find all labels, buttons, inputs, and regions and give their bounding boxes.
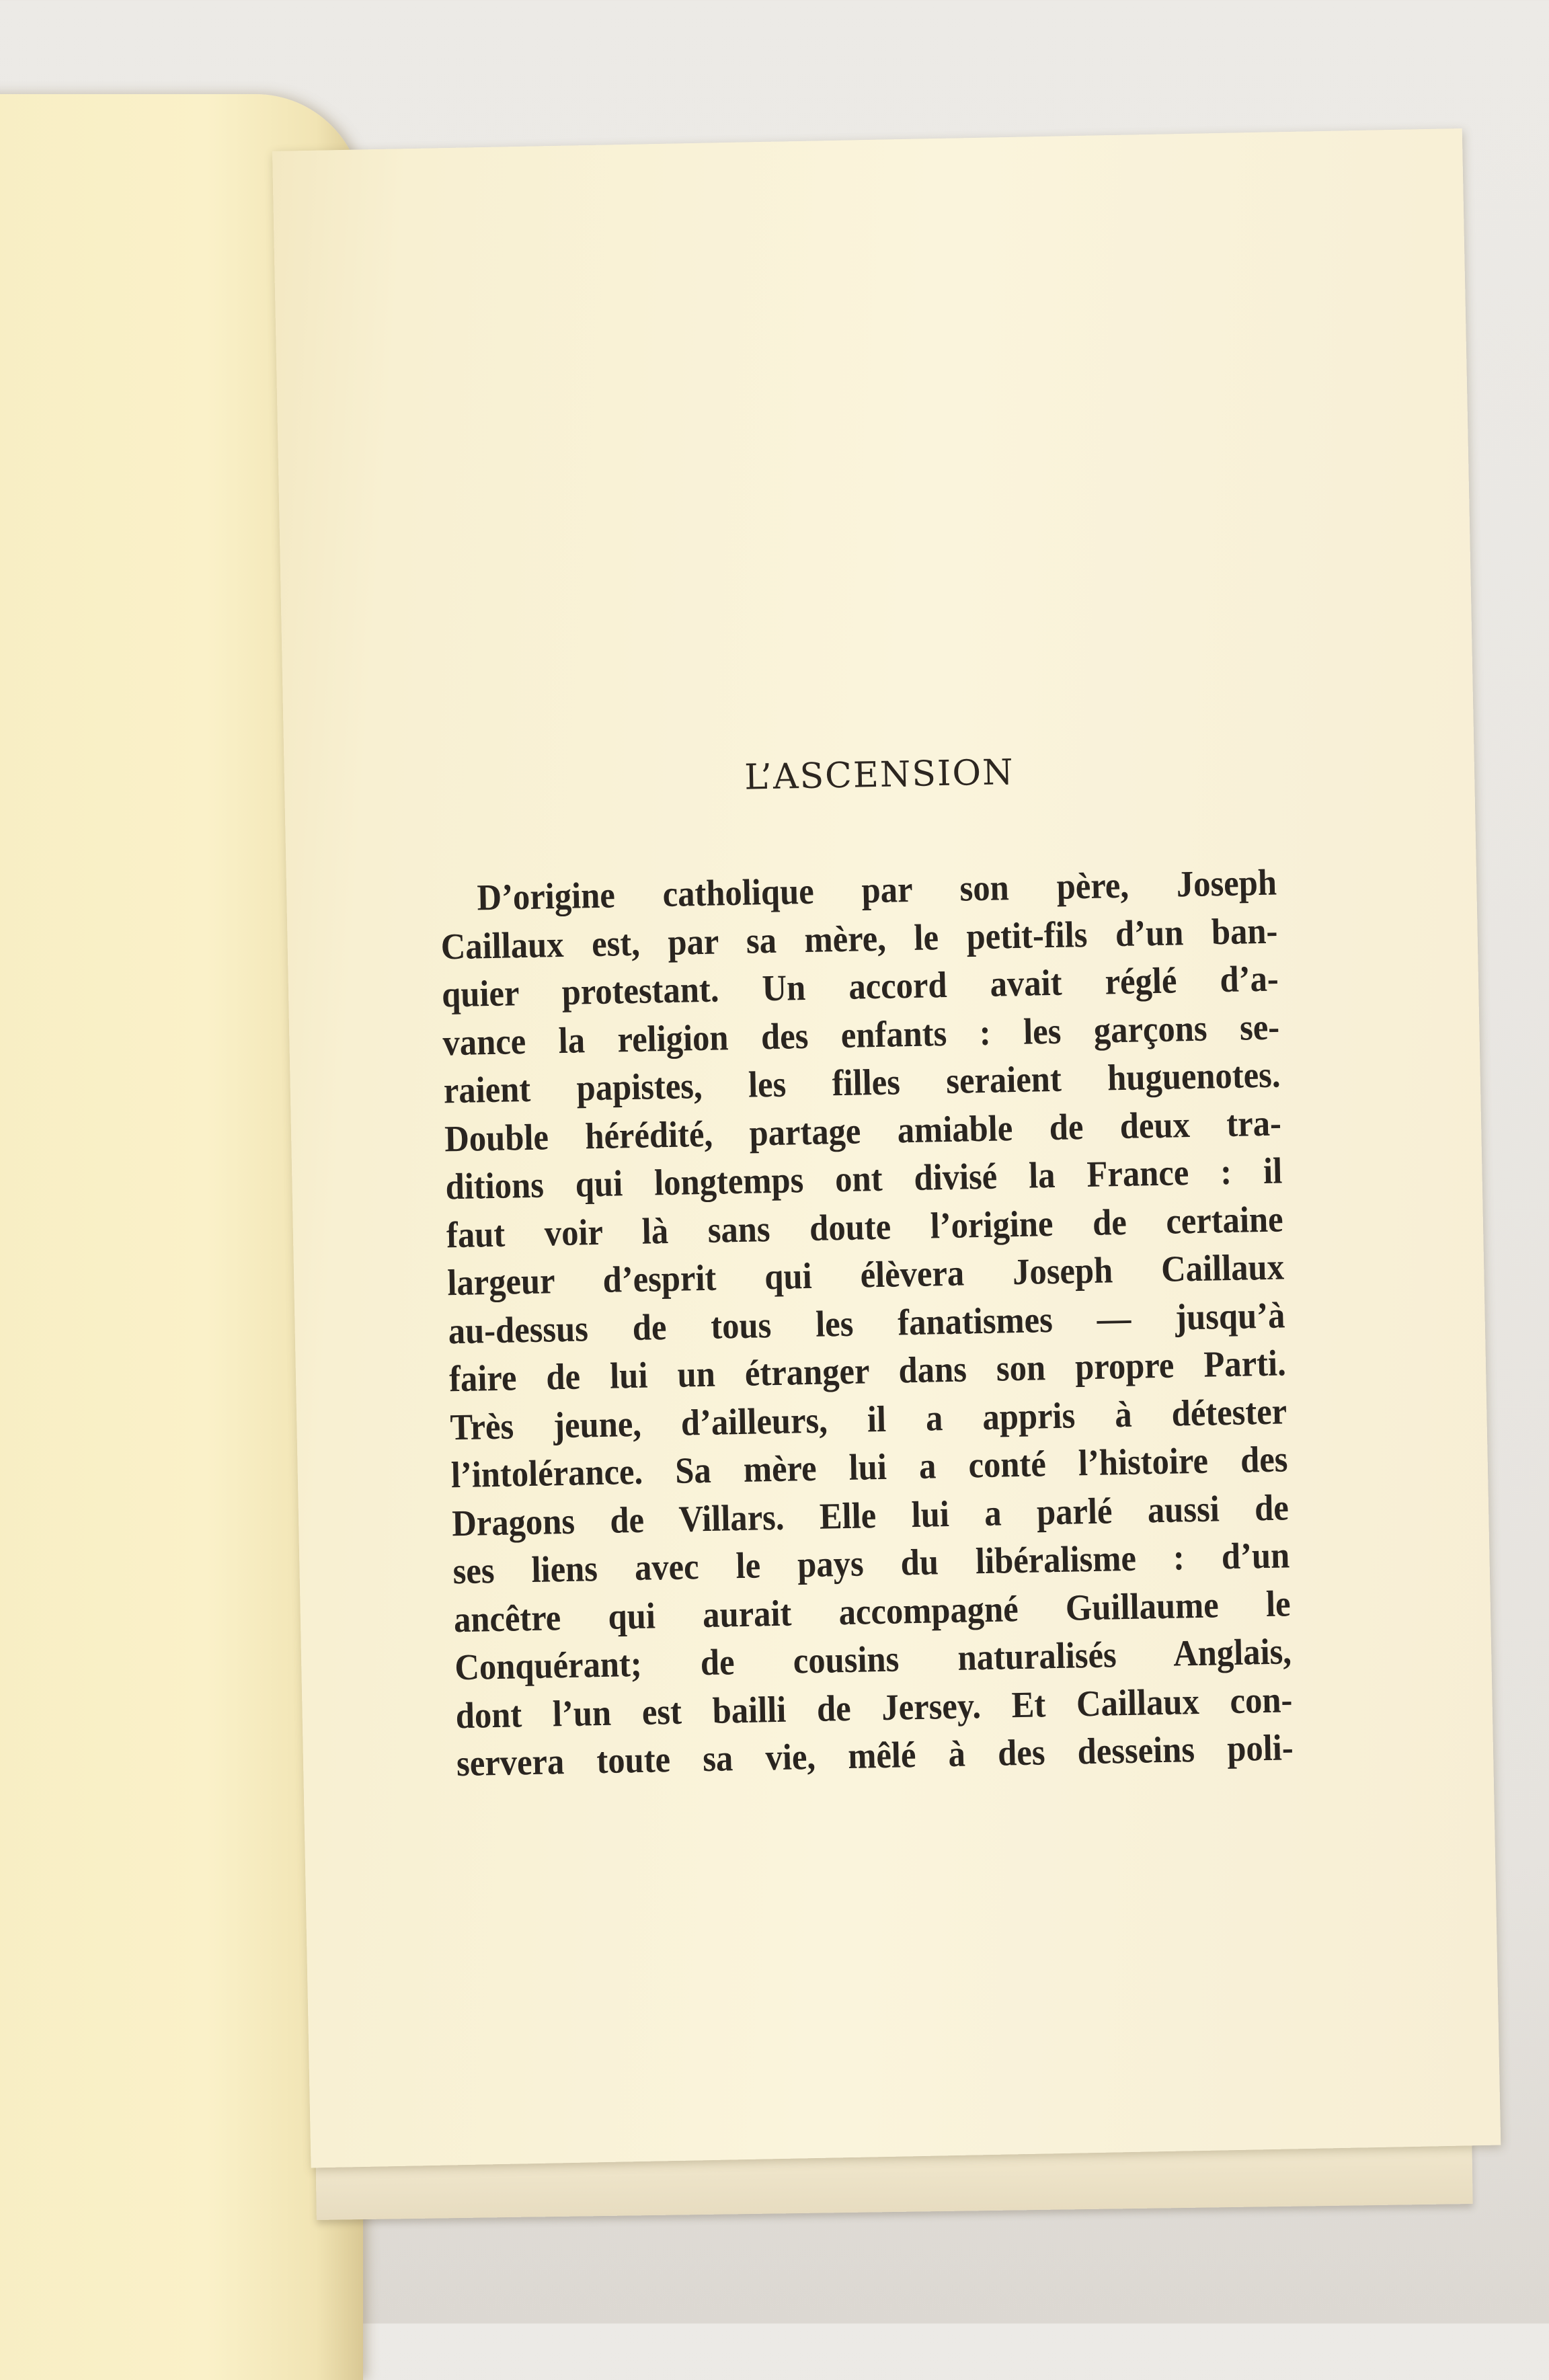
text-line: Caillaux est, par sa mère, le petit-fils d’un ban-	[440, 910, 1278, 967]
text-line: vance la religion des enfants : les garçons se-	[442, 1005, 1280, 1063]
paragraph	[440, 859, 1294, 1788]
text-line: ditions qui longtemps ont divisé la France : il	[445, 1150, 1283, 1207]
text-line: servera toute sa vie, mêlé à des desseins poli-	[456, 1727, 1294, 1784]
chapter-title: L’ASCENSION	[744, 752, 1015, 798]
text-line: Dragons de Villars. Elle lui a parlé aussi de	[451, 1486, 1289, 1544]
text-line: ancêtre qui aurait accompagné Guillaume le	[453, 1582, 1292, 1640]
text-line: D’origine catholique par son père, Joseph	[476, 861, 1277, 918]
text-line: faire de lui un étranger dans son propre Parti.	[448, 1342, 1287, 1400]
text-line: l’intolérance. Sa mère lui a conté l’histoire des	[450, 1438, 1288, 1496]
text-line: largeur d’esprit qui élèvera Joseph Caillaux	[446, 1246, 1285, 1304]
text-line: Très jeune, d’ailleurs, il a appris à détester	[449, 1390, 1287, 1447]
right-page	[272, 128, 1501, 2168]
text-line: ses liens avec le pays du libéralisme : d’un	[452, 1534, 1290, 1592]
text-line: Double hérédité, partage amiable de deux tra-	[444, 1101, 1282, 1159]
text-line: raient papistes, les filles seraient huguenotes.	[443, 1054, 1281, 1111]
text-line: faut voir là sans doute l’origine de certaine	[446, 1197, 1284, 1255]
text-line: quier protestant. Un accord avait réglé d’a-	[441, 957, 1279, 1015]
text-line: dont l’un est bailli de Jersey. Et Caillaux con-	[455, 1678, 1293, 1736]
text-line: Conquérant; de cousins naturalisés Anglais,	[454, 1630, 1292, 1688]
text-line: au-dessus de tous les fanatismes — jusqu’à	[448, 1294, 1285, 1351]
